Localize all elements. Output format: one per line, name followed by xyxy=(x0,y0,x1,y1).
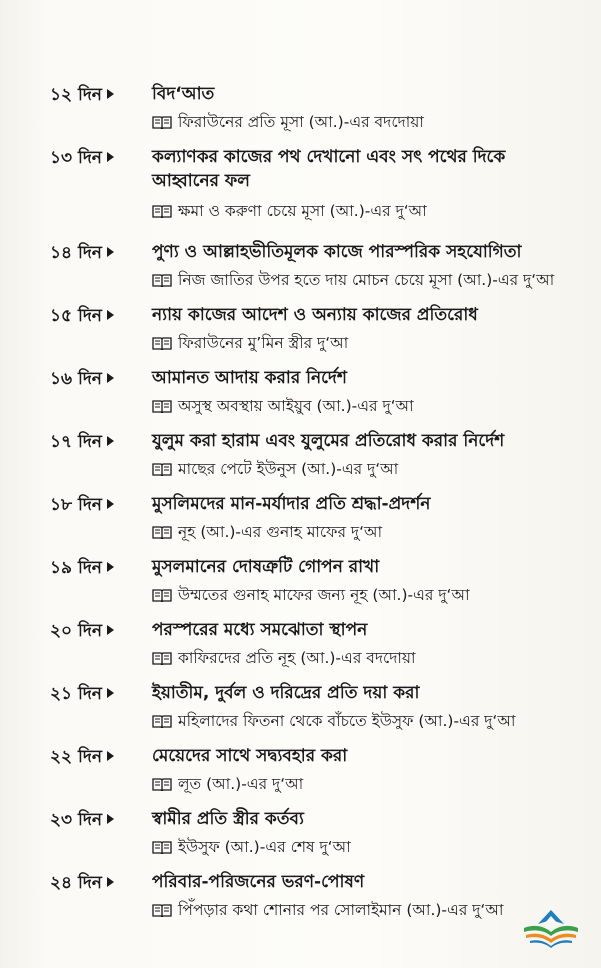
open-book-icon xyxy=(152,115,172,129)
open-book-icon xyxy=(152,714,172,728)
topic-title: মুসলমানের দোষত্রুটি গোপন রাখা xyxy=(152,557,380,577)
play-arrow-icon xyxy=(107,152,114,162)
play-arrow-icon xyxy=(107,499,114,509)
topic-title: মেয়েদের সাথে সদ্ব্যবহার করা xyxy=(152,746,348,766)
topic-title: বিদ‘আত xyxy=(152,84,215,104)
day-label: ১৩ দিন xyxy=(50,145,145,173)
day-label: ১৮ দিন xyxy=(50,492,145,520)
open-book-icon xyxy=(152,777,172,791)
open-book-icon xyxy=(152,651,172,665)
list-item xyxy=(0,803,601,866)
open-book-icon xyxy=(152,399,172,413)
day-label: ১৬ দিন xyxy=(50,366,145,394)
list-item xyxy=(0,362,601,425)
topic-title: কল্যাণকর কাজের পথ দেখানো এবং সৎ পথের দিকে আহ্বানের ফল xyxy=(152,147,506,191)
topic-title: মুসলিমদের মান-মর্যাদার প্রতি শ্রদ্ধা-প্রদর্শন xyxy=(152,494,431,514)
dua-line: মহিলাদের ফিতনা থেকে বাঁচতে ইউসুফ (আ.)-এর দু‘আ xyxy=(152,709,592,735)
dua-line: উম্মতের গুনাহ মাফের জন্য নূহ (আ.)-এর দু‘আ xyxy=(152,583,592,609)
play-arrow-icon xyxy=(107,751,114,761)
topic-title: পরিবার-পরিজনের ভরণ-পোষণ xyxy=(152,872,365,892)
day-label: ১৯ দিন xyxy=(50,555,145,583)
day-label: ১৭ দিন xyxy=(50,429,145,457)
day-label: ২০ দিন xyxy=(50,618,145,646)
play-arrow-icon xyxy=(107,877,114,887)
play-arrow-icon xyxy=(107,436,114,446)
topic-title: আমানত আদায় করার নির্দেশ xyxy=(152,368,347,388)
dua-line: ইউসুফ (আ.)-এর শেষ দু‘আ xyxy=(152,835,592,861)
list-item xyxy=(0,78,601,141)
list-item xyxy=(0,614,601,677)
open-book-icon xyxy=(152,525,172,539)
topic-title: পরস্পরের মধ্যে সমঝোতা স্থাপন xyxy=(152,620,368,640)
publisher-logo-icon xyxy=(520,908,582,948)
dua-line: অসুস্থ অবস্থায় আইয়ুব (আ.)-এর দু‘আ xyxy=(152,394,592,420)
open-book-icon xyxy=(152,903,172,917)
schedule-list xyxy=(0,78,601,929)
topic-title: পুণ্য ও আল্লাহভীতিমূলক কাজে পারস্পরিক সহযোগিতা xyxy=(152,242,522,262)
play-arrow-icon xyxy=(107,814,114,824)
day-label: ১২ দিন xyxy=(50,82,145,110)
dua-line: নূহ (আ.)-এর গুনাহ মাফের দু‘আ xyxy=(152,520,592,546)
play-arrow-icon xyxy=(107,562,114,572)
list-item xyxy=(0,425,601,488)
open-book-icon xyxy=(152,840,172,854)
day-label: ১৫ দিন xyxy=(50,303,145,331)
dua-line: ক্ষমা ও করুণা চেয়ে মূসা (আ.)-এর দু‘আ xyxy=(152,199,592,225)
list-item xyxy=(0,740,601,803)
play-arrow-icon xyxy=(107,247,114,257)
dua-line: ফিরাউনের প্রতি মূসা (আ.)-এর বদদোয়া xyxy=(152,110,592,136)
dua-line: পিঁপড়ার কথা শোনার পর সোলাইমান (আ.)-এর দু‘আ xyxy=(152,898,592,924)
open-book-icon xyxy=(152,588,172,602)
open-book-icon xyxy=(152,204,172,218)
open-book-icon xyxy=(152,462,172,476)
list-item xyxy=(0,141,601,236)
play-arrow-icon xyxy=(107,688,114,698)
play-arrow-icon xyxy=(107,89,114,99)
play-arrow-icon xyxy=(107,625,114,635)
list-item xyxy=(0,551,601,614)
topic-title: স্বামীর প্রতি স্ত্রীর কর্তব্য xyxy=(152,809,304,829)
day-label: ২২ দিন xyxy=(50,744,145,772)
list-item xyxy=(0,299,601,362)
play-arrow-icon xyxy=(107,373,114,383)
list-item xyxy=(0,866,601,929)
list-item xyxy=(0,488,601,551)
list-item xyxy=(0,236,601,299)
open-book-icon xyxy=(152,336,172,350)
dua-line: নিজ জাতির উপর হতে দায় মোচন চেয়ে মূসা (আ.)-এর দু‘আ xyxy=(152,268,592,294)
dua-line: মাছের পেটে ইউনুস (আ.)-এর দু‘আ xyxy=(152,457,592,483)
topic-title: ন্যায় কাজের আদেশ ও অন্যায় কাজের প্রতিরোধ xyxy=(152,305,478,325)
dua-line: লূত (আ.)-এর দু‘আ xyxy=(152,772,592,798)
list-item xyxy=(0,677,601,740)
day-label: ২৩ দিন xyxy=(50,807,145,835)
play-arrow-icon xyxy=(107,310,114,320)
open-book-icon xyxy=(152,273,172,287)
day-label: ১৪ দিন xyxy=(50,240,145,268)
day-label: ২৪ দিন xyxy=(50,870,145,898)
topic-title: ইয়াতীম, দুর্বল ও দরিদ্রের প্রতি দয়া করা xyxy=(152,683,420,703)
topic-title: যুলুম করা হারাম এবং যুলুমের প্রতিরোধ করার নির্দেশ xyxy=(152,431,505,451)
day-label: ২১ দিন xyxy=(50,681,145,709)
dua-line: ফিরাউনের মু’মিন স্ত্রীর দু‘আ xyxy=(152,331,592,357)
dua-line: কাফিরদের প্রতি নূহ (আ.)-এর বদদোয়া xyxy=(152,646,592,672)
